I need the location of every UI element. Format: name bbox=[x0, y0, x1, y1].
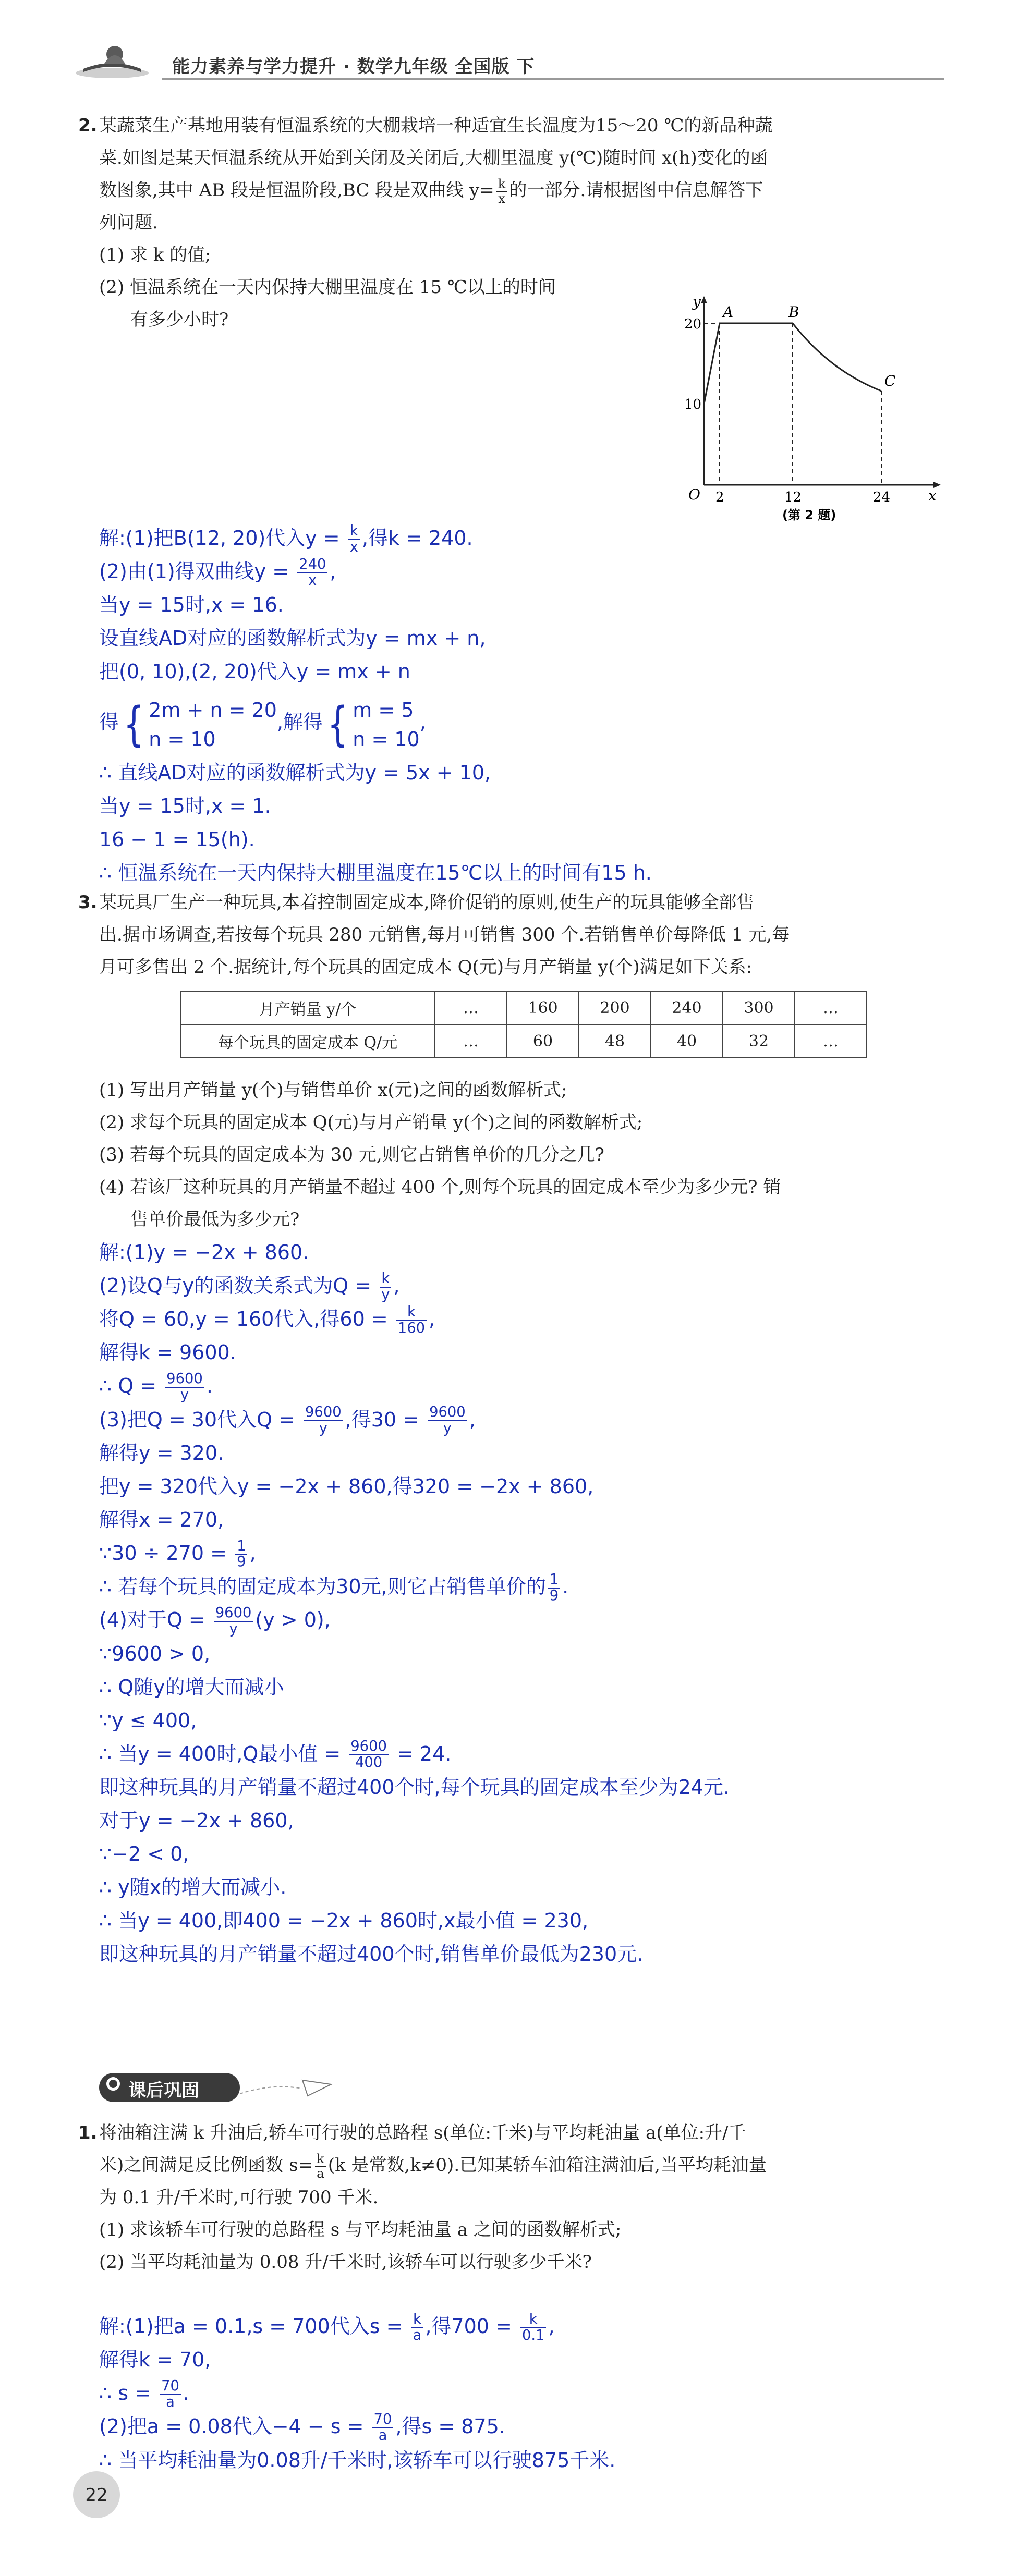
sol-span: , bbox=[393, 1274, 400, 1297]
sol-line: ∴ Q随y的增大而减小 bbox=[99, 1675, 284, 1699]
sol-span: 得 bbox=[99, 711, 119, 734]
problem-2-solution bbox=[99, 521, 652, 889]
table-cell: 240 bbox=[651, 991, 723, 1024]
denominator: y bbox=[319, 1420, 327, 1437]
denominator: a bbox=[413, 2327, 422, 2343]
sol-span: , bbox=[249, 1541, 256, 1565]
magnifier-icon bbox=[106, 2077, 120, 2091]
sol-span: . bbox=[206, 1374, 213, 1398]
x-tick-12: 12 bbox=[784, 490, 802, 505]
table-cell: 60 bbox=[507, 1024, 579, 1058]
problem-3-solution bbox=[99, 1236, 730, 1971]
sol-span: ∴ s = bbox=[99, 2382, 158, 2405]
fraction bbox=[520, 2312, 547, 2343]
table-cell: 月产销量 y/个 bbox=[180, 991, 435, 1024]
denominator: a bbox=[317, 2166, 324, 2181]
question: (4) 若该厂这种玩具的月产销量不超过 400 个,则每个玩具的固定成本至少为多少元? 销 bbox=[99, 1177, 781, 1198]
sol-span: ∴ 当y = 400时,Q最小值 = bbox=[99, 1742, 347, 1765]
sol-span: (2)由(1)得双曲线y = bbox=[99, 560, 296, 583]
sol-span: , bbox=[419, 711, 426, 734]
sol-span: 解:(1)把B(12, 20)代入y = bbox=[99, 527, 346, 550]
question: (2) 求每个玩具的固定成本 Q(元)与月产销量 y(个)之间的函数解析式; bbox=[99, 1112, 643, 1133]
sol-span: (2)设Q与y的函数关系式为Q = bbox=[99, 1274, 378, 1297]
table-cell: … bbox=[435, 991, 507, 1024]
fraction bbox=[165, 1372, 204, 1402]
fraction bbox=[214, 1606, 253, 1637]
table-cell: 40 bbox=[651, 1024, 723, 1058]
system-rows bbox=[149, 695, 277, 754]
equation-system bbox=[119, 690, 277, 758]
eq: 2m + n = 20 bbox=[149, 699, 277, 722]
x-tick-2: 2 bbox=[715, 490, 724, 505]
paper-plane-icon bbox=[240, 2075, 334, 2101]
sol-span: (3)把Q = 30代入Q = bbox=[99, 1408, 301, 1431]
sol-span: ∵30 ÷ 270 = bbox=[99, 1541, 234, 1565]
sol-line bbox=[99, 2410, 615, 2443]
table-row bbox=[180, 991, 867, 1024]
sol-line: 把y = 320代入y = −2x + 860,得320 = −2x + 860, bbox=[99, 1474, 594, 1498]
header-rule bbox=[162, 78, 944, 80]
brace-icon: { bbox=[327, 697, 348, 752]
denominator: y bbox=[443, 1420, 452, 1437]
brace-icon: { bbox=[123, 697, 144, 752]
page-number-text: 22 bbox=[85, 2485, 108, 2506]
origin-label: O bbox=[688, 486, 700, 503]
sol-line: 解得x = 270, bbox=[99, 1508, 224, 1531]
denominator: x bbox=[349, 539, 358, 555]
numerator: 70 bbox=[160, 2379, 181, 2395]
numerator: k bbox=[315, 2152, 326, 2167]
sol-line bbox=[99, 1737, 730, 1771]
sol-span: ,得30 = bbox=[345, 1408, 426, 1431]
denominator: 160 bbox=[397, 1320, 426, 1336]
sol-line: 当y = 15时,x = 1. bbox=[99, 795, 271, 818]
denominator: 0.1 bbox=[521, 2327, 545, 2343]
sol-line: ∴ y随x的增大而减小. bbox=[99, 1875, 287, 1899]
problem-4-text bbox=[78, 2117, 933, 2278]
question: (3) 若每个玩具的固定成本为 30 元,则它占销售单价的几分之几? bbox=[99, 1144, 604, 1165]
problem-3-questions bbox=[99, 1074, 933, 1236]
sol-line: 把(0, 10),(2, 20)代入y = mx + n bbox=[99, 660, 410, 683]
sol-line: ∵−2 < 0, bbox=[99, 1842, 189, 1865]
x-tick-24: 24 bbox=[873, 490, 891, 505]
problem-4-solution bbox=[99, 2310, 615, 2477]
numerator: 240 bbox=[297, 557, 327, 573]
fraction bbox=[235, 1539, 247, 1570]
text-span: 米)之间满足反比例函数 s= bbox=[99, 2155, 313, 2176]
sol-span: ,解得 bbox=[276, 711, 323, 734]
sol-line: ∵y ≤ 400, bbox=[99, 1708, 197, 1732]
text-span: 数图象,其中 AB 段是恒温阶段,BC 段是双曲线 y= bbox=[99, 180, 494, 201]
question: (2) 当平均耗油量为 0.08 升/千米时,该轿车可以行驶多少千米? bbox=[99, 2252, 592, 2273]
temperature-graph bbox=[673, 292, 944, 521]
sol-span: , bbox=[548, 2315, 555, 2338]
denominator: a bbox=[378, 2427, 387, 2444]
table-cell: … bbox=[795, 991, 867, 1024]
sol-line: ∴ 直线AD对应的函数解析式为y = 5x + 10, bbox=[99, 761, 491, 785]
text-line: 菜.如图是某天恒温系统从开始到关闭及关闭后,大棚里温度 y(℃)随时间 x(h)变化的函 bbox=[99, 148, 768, 168]
equation-system bbox=[323, 690, 420, 758]
point-a-label: A bbox=[723, 303, 734, 321]
text-span: 的一部分.请根据图中信息解答下 bbox=[509, 180, 763, 201]
problem-number: 3. bbox=[78, 892, 98, 913]
text-line bbox=[99, 174, 933, 206]
denominator: x bbox=[308, 572, 317, 589]
system-rows bbox=[353, 695, 419, 754]
numerator: 9600 bbox=[304, 1405, 343, 1421]
y-tick-20: 20 bbox=[684, 316, 702, 332]
denominator: y bbox=[229, 1620, 238, 1637]
table-cell: 160 bbox=[507, 991, 579, 1024]
numerator: k bbox=[520, 2312, 547, 2328]
sol-span: ∴ 若每个玩具的固定成本为30元,则它占销售单价的 bbox=[99, 1575, 546, 1598]
numerator: k bbox=[496, 177, 507, 192]
denominator: a bbox=[166, 2394, 175, 2410]
question-2: (2) 恒温系统在一天内保持大棚里温度在 15 ℃以上的时间 bbox=[99, 277, 556, 298]
sol-span: , bbox=[330, 560, 336, 583]
numerator: 70 bbox=[372, 2412, 394, 2428]
fraction bbox=[349, 1739, 389, 1770]
table-cell: 300 bbox=[723, 991, 795, 1024]
sol-line bbox=[99, 555, 652, 588]
problem-3-text bbox=[78, 886, 933, 983]
fraction bbox=[348, 524, 360, 555]
sol-span: . bbox=[183, 2382, 189, 2405]
sol-span: , bbox=[469, 1408, 476, 1431]
section-tag bbox=[99, 2070, 308, 2106]
text-span: (k 是常数,k≠0).已知某轿车油箱注满油后,当平均耗油量 bbox=[327, 2155, 767, 2176]
numerator: k bbox=[380, 1272, 391, 1288]
sol-line: 当y = 15时,x = 16. bbox=[99, 593, 284, 617]
sol-line: 解:(1)y = −2x + 860. bbox=[99, 1241, 309, 1264]
sol-line bbox=[99, 1269, 730, 1302]
sol-line: 16 − 1 = 15(h). bbox=[99, 828, 255, 851]
fraction bbox=[548, 1572, 560, 1603]
table-cell: … bbox=[435, 1024, 507, 1058]
text-line: 将油箱注满 k 升油后,轿车可行驶的总路程 s(单位:千米)与平均耗油量 a(单位:升/千 bbox=[99, 2122, 746, 2143]
text-line: 某蔬菜生产基地用装有恒温系统的大棚栽培一种适宜生长温度为15～20 ℃的新品种蔬 bbox=[99, 115, 773, 136]
section-label: 课后巩固 bbox=[128, 2080, 199, 2101]
eq: m = 5 bbox=[353, 699, 414, 722]
sol-line bbox=[99, 1570, 730, 1603]
sol-span: . bbox=[562, 1575, 569, 1598]
fraction bbox=[304, 1405, 343, 1436]
fraction bbox=[160, 2379, 181, 2410]
book-title: 能力素养与学力提升 · 数学九年级 全国版 下 bbox=[172, 56, 535, 77]
table-cell: 200 bbox=[579, 991, 651, 1024]
sol-span: (2)把a = 0.08代入−4 − s = bbox=[99, 2415, 370, 2438]
text-line: 列问题. bbox=[99, 212, 158, 233]
numerator: 1 bbox=[548, 1572, 560, 1589]
sol-line: 即这种玩具的月产销量不超过400个时,每个玩具的固定成本至少为24元. bbox=[99, 1775, 730, 1799]
denominator: 9 bbox=[549, 1587, 559, 1604]
numerator: 9600 bbox=[428, 1405, 467, 1421]
eq: n = 10 bbox=[353, 728, 420, 751]
numerator: 9600 bbox=[214, 1606, 253, 1622]
fraction bbox=[428, 1405, 467, 1436]
sol-line: ∴ 恒温系统在一天内保持大棚里温度在15℃以上的时间有15 h. bbox=[99, 861, 652, 885]
numerator: 1 bbox=[235, 1539, 247, 1555]
denominator: 9 bbox=[237, 1554, 246, 1570]
text-line: 月可多售出 2 个.据统计,每个玩具的固定成本 Q(元)与月产销量 y(个)满足如下关系: bbox=[99, 957, 753, 978]
sol-line bbox=[99, 1536, 730, 1570]
fraction bbox=[372, 2412, 394, 2443]
fraction bbox=[297, 557, 327, 588]
book-logo-icon bbox=[73, 43, 151, 79]
sol-line: ∴ 当y = 400,即400 = −2x + 860时,x最小值 = 230, bbox=[99, 1909, 589, 1932]
numerator: k bbox=[396, 1305, 427, 1321]
question: (1) 写出月产销量 y(个)与销售单价 x(元)之间的函数解析式; bbox=[99, 1080, 567, 1101]
problem-number: 2. bbox=[78, 115, 98, 136]
denominator: 400 bbox=[355, 1754, 383, 1771]
text-line: 某玩具厂生产一种玩具,本着控制固定成本,降价促销的原则,使生产的玩具能够全部售 bbox=[99, 892, 755, 913]
sol-line: 解得k = 9600. bbox=[99, 1341, 236, 1364]
sol-span: (y > 0), bbox=[255, 1608, 331, 1632]
numerator: k bbox=[348, 524, 360, 540]
sol-line: 设直线AD对应的函数解析式为y = mx + n, bbox=[99, 627, 486, 650]
fraction bbox=[411, 2312, 423, 2343]
question-cont: 售单价最低为多少元? bbox=[130, 1209, 300, 1230]
y-tick-10: 10 bbox=[684, 397, 702, 412]
sol-line bbox=[99, 2376, 615, 2410]
fraction bbox=[496, 177, 507, 205]
sol-span: ,得k = 240. bbox=[361, 527, 473, 550]
sol-line bbox=[99, 1369, 730, 1402]
numerator: k bbox=[411, 2312, 423, 2328]
sol-span: 解:(1)把a = 0.1,s = 700代入s = bbox=[99, 2315, 409, 2338]
point-c-label: C bbox=[884, 372, 896, 389]
sol-line: ∵9600 > 0, bbox=[99, 1642, 211, 1665]
denominator: x bbox=[498, 191, 506, 206]
text-line: 出.据市场调查,若按每个玩具 280 元销售,每月可销售 300 个.若销售单价每降低 1 元,每 bbox=[99, 924, 790, 945]
sol-line: ∴ 当平均耗油量为0.08升/千米时,该轿车可以行驶875千米. bbox=[99, 2448, 616, 2472]
sol-line: 解得k = 70, bbox=[99, 2348, 211, 2372]
denominator: y bbox=[180, 1386, 189, 1403]
y-axis-label: y bbox=[693, 293, 701, 310]
point-b-label: B bbox=[788, 303, 799, 321]
sol-span: ∴ Q = bbox=[99, 1374, 163, 1398]
text-line: 为 0.1 升/千米时,可行驶 700 千米. bbox=[99, 2187, 379, 2208]
sol-line bbox=[99, 1403, 730, 1436]
numerator: 9600 bbox=[349, 1739, 389, 1755]
table-row bbox=[180, 1024, 867, 1058]
sol-line bbox=[99, 1302, 730, 1336]
page-number bbox=[73, 2471, 120, 2518]
sol-line bbox=[99, 521, 652, 555]
question-2-cont: 有多少小时? bbox=[130, 309, 229, 330]
sol-line: 对于y = −2x + 860, bbox=[99, 1809, 294, 1832]
page-header bbox=[73, 41, 960, 82]
x-axis-label: x bbox=[928, 487, 937, 504]
question: (1) 求该轿车可行驶的总路程 s 与平均耗油量 a 之间的函数解析式; bbox=[99, 2219, 622, 2240]
problem-number: 1. bbox=[78, 2122, 98, 2143]
table-cell: 48 bbox=[579, 1024, 651, 1058]
fraction bbox=[380, 1272, 391, 1302]
table-cell: 32 bbox=[723, 1024, 795, 1058]
eq: n = 10 bbox=[149, 728, 216, 751]
fraction bbox=[315, 2152, 326, 2180]
cost-table bbox=[180, 991, 867, 1058]
table-cell: 每个玩具的固定成本 Q/元 bbox=[180, 1024, 435, 1058]
sol-span: ,得s = 875. bbox=[395, 2415, 505, 2438]
sol-span: (4)对于Q = bbox=[99, 1608, 212, 1632]
table-cell: … bbox=[795, 1024, 867, 1058]
sol-span: 将Q = 60,y = 160代入,得60 = bbox=[99, 1308, 394, 1331]
numerator: 9600 bbox=[165, 1372, 204, 1388]
figure-caption: (第 2 题) bbox=[782, 508, 836, 521]
sol-span: , bbox=[429, 1308, 435, 1331]
sol-line bbox=[99, 1603, 730, 1637]
question-1: (1) 求 k 的值; bbox=[99, 245, 211, 265]
sol-span: = 24. bbox=[390, 1742, 452, 1765]
sol-span: ,得700 = bbox=[425, 2315, 518, 2338]
fraction bbox=[396, 1305, 427, 1336]
text-line bbox=[99, 2149, 933, 2181]
denominator: y bbox=[381, 1286, 390, 1303]
sol-line: 即这种玩具的月产销量不超过400个时,销售单价最低为230元. bbox=[99, 1942, 644, 1965]
sol-line bbox=[99, 2310, 615, 2343]
sol-line-systems bbox=[99, 688, 652, 756]
sol-line: 解得y = 320. bbox=[99, 1441, 224, 1464]
